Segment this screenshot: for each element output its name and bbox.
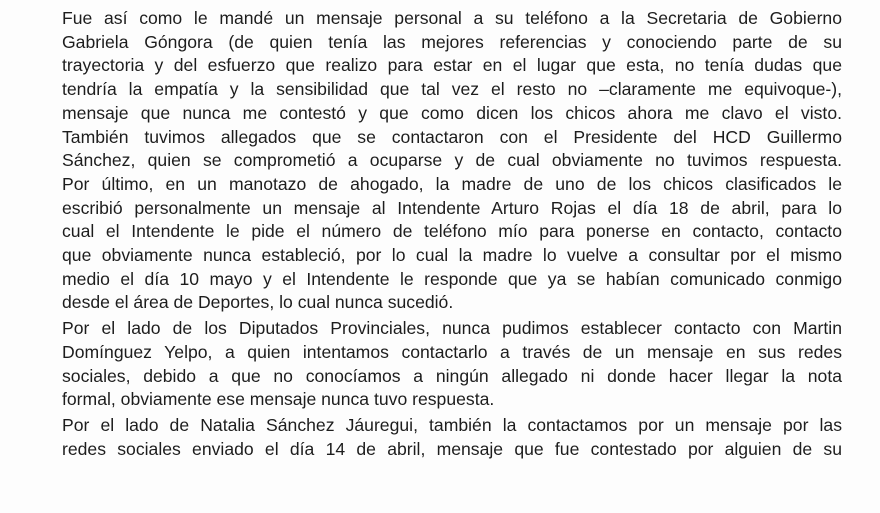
paragraph-line: mensaje que nunca me contestó y que como dicen los chicos ahora me clavo el visto. <box>62 102 842 123</box>
paragraph-line: formal, obviamente ese mensaje nunca tuvo respuesta. <box>62 389 495 410</box>
paragraph-line: Domínguez Yelpo, a quien intentamos contactarlo a través de un mensaje en sus redes <box>62 341 842 362</box>
paragraph-line: redes sociales enviado el día 14 de abril, mensaje que fue contestado por alguien de su <box>62 438 842 459</box>
paragraph-line: medio el día 10 mayo y el Intendente le responde que ya se habían comunicado conmigo <box>62 268 842 289</box>
paragraph-line: Sánchez, quien se comprometió a ocuparse y de cual obviamente no tuvimos respuesta. <box>62 150 842 171</box>
paragraph-line: Fue así como le mandé un mensaje personal a su teléfono a la Secretaria de Gobierno <box>62 8 842 28</box>
paragraph-line: Por el lado de Natalia Sánchez Jáuregui, también la contactamos por un mensaje por las <box>62 414 842 435</box>
paragraph-2 <box>62 317 842 412</box>
paragraph-line: tendría la empatía y la sensibilidad que tal vez el resto no –claramente me equivoque-), <box>62 79 842 100</box>
paragraph-line: sociales, debido a que no conocíamos a ningún allegado ni donde hacer llegar la nota <box>62 365 842 386</box>
paragraph-line: Por último, en un manotazo de ahogado, la madre de uno de los chicos clasificados le <box>62 173 842 194</box>
paragraph-3 <box>62 414 842 461</box>
paragraph-line: escribió personalmente un mensaje al Intendente Arturo Rojas el día 18 de abril, para lo <box>62 197 842 218</box>
paragraph-line: trayectoria y del esfuerzo que realizo para estar en el lugar que esta, no tenía dudas que <box>62 55 842 76</box>
paragraph-line: Por el lado de los Diputados Provinciales, nunca pudimos establecer contacto con Martin <box>62 318 842 339</box>
paragraph-line: Gabriela Góngora (de quien tenía las mejores referencias y conociendo parte de su <box>62 31 842 52</box>
paragraph-line: que obviamente nunca estableció, por lo cual la madre lo vuelve a consultar por el mismo <box>62 245 842 266</box>
paragraph-line: desde el área de Deportes, lo cual nunca sucedió. <box>62 292 454 313</box>
document-body <box>62 7 842 463</box>
paragraph-line: cual el Intendente le pide el número de teléfono mío para ponerse en contacto, contacto <box>62 221 842 242</box>
paragraph-1 <box>62 7 842 315</box>
paragraph-line: También tuvimos allegados que se contactaron con el Presidente del HCD Guillermo <box>62 126 842 147</box>
